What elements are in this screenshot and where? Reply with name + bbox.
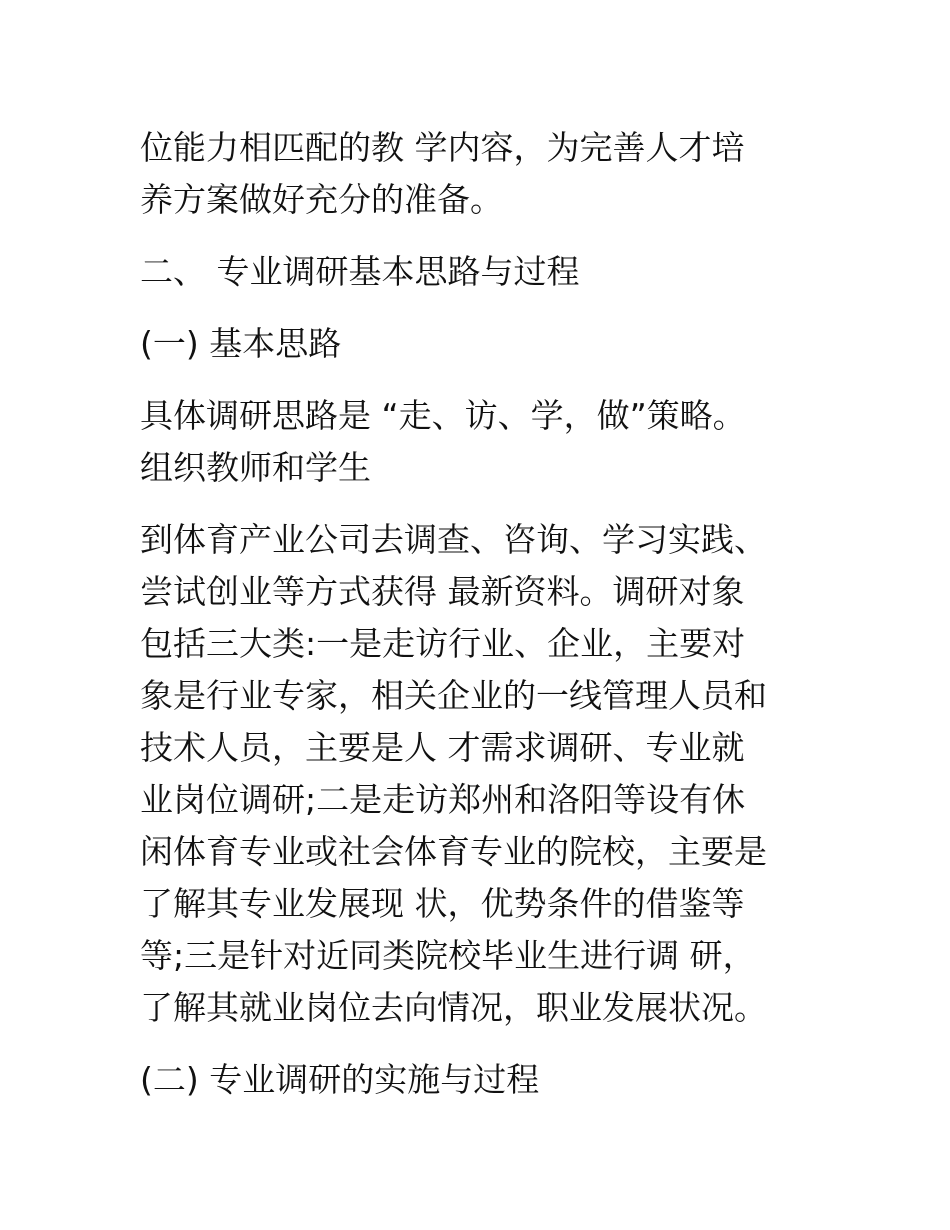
text-line: 闲体育专业或社会体育专业的院校，主要是: [140, 832, 767, 871]
text-line: 到体育产业公司去调查、咨询、学习实践、: [140, 520, 767, 559]
text-line: 业岗位调研;二是走访郑州和洛阳等设有休: [140, 780, 746, 819]
text-line: 养方案做好充分的准备。: [140, 180, 503, 219]
document-body: [140, 122, 820, 1106]
text-line: 尝试创业等方式获得 最新资料。调研对象: [140, 572, 745, 611]
text-line: 象是行业专家，相关企业的一线管理人员和: [140, 676, 767, 715]
text-line: 具体调研思路是 “走、访、学，做”策略。: [140, 396, 746, 435]
text-line: 包括三大类:一是走访行业、企业，主要对: [140, 624, 746, 663]
paragraph-approach: [140, 390, 820, 494]
subsection-heading: (一) 基本思路: [140, 324, 342, 363]
text-line: 位能力相匹配的教 学内容，为完善人才培: [140, 128, 745, 167]
section-heading: 二、 专业调研基本思路与过程: [140, 252, 580, 291]
text-line: 了解其专业发展现 状，优势条件的借鉴等: [140, 884, 745, 923]
intro-paragraph: [140, 122, 820, 226]
text-line: 等;三是针对近同类院校毕业生进行调 研，: [140, 936, 756, 975]
text-line: 组织教师和学生: [140, 448, 371, 487]
subsection-heading: (二) 专业调研的实施与过程: [140, 1060, 540, 1099]
text-line: 了解其就业岗位去向情况，职业发展状况。: [140, 988, 767, 1027]
text-line: 技术人员，主要是人 才需求调研、专业就: [140, 728, 745, 767]
paragraph-research-targets: [140, 514, 820, 1034]
